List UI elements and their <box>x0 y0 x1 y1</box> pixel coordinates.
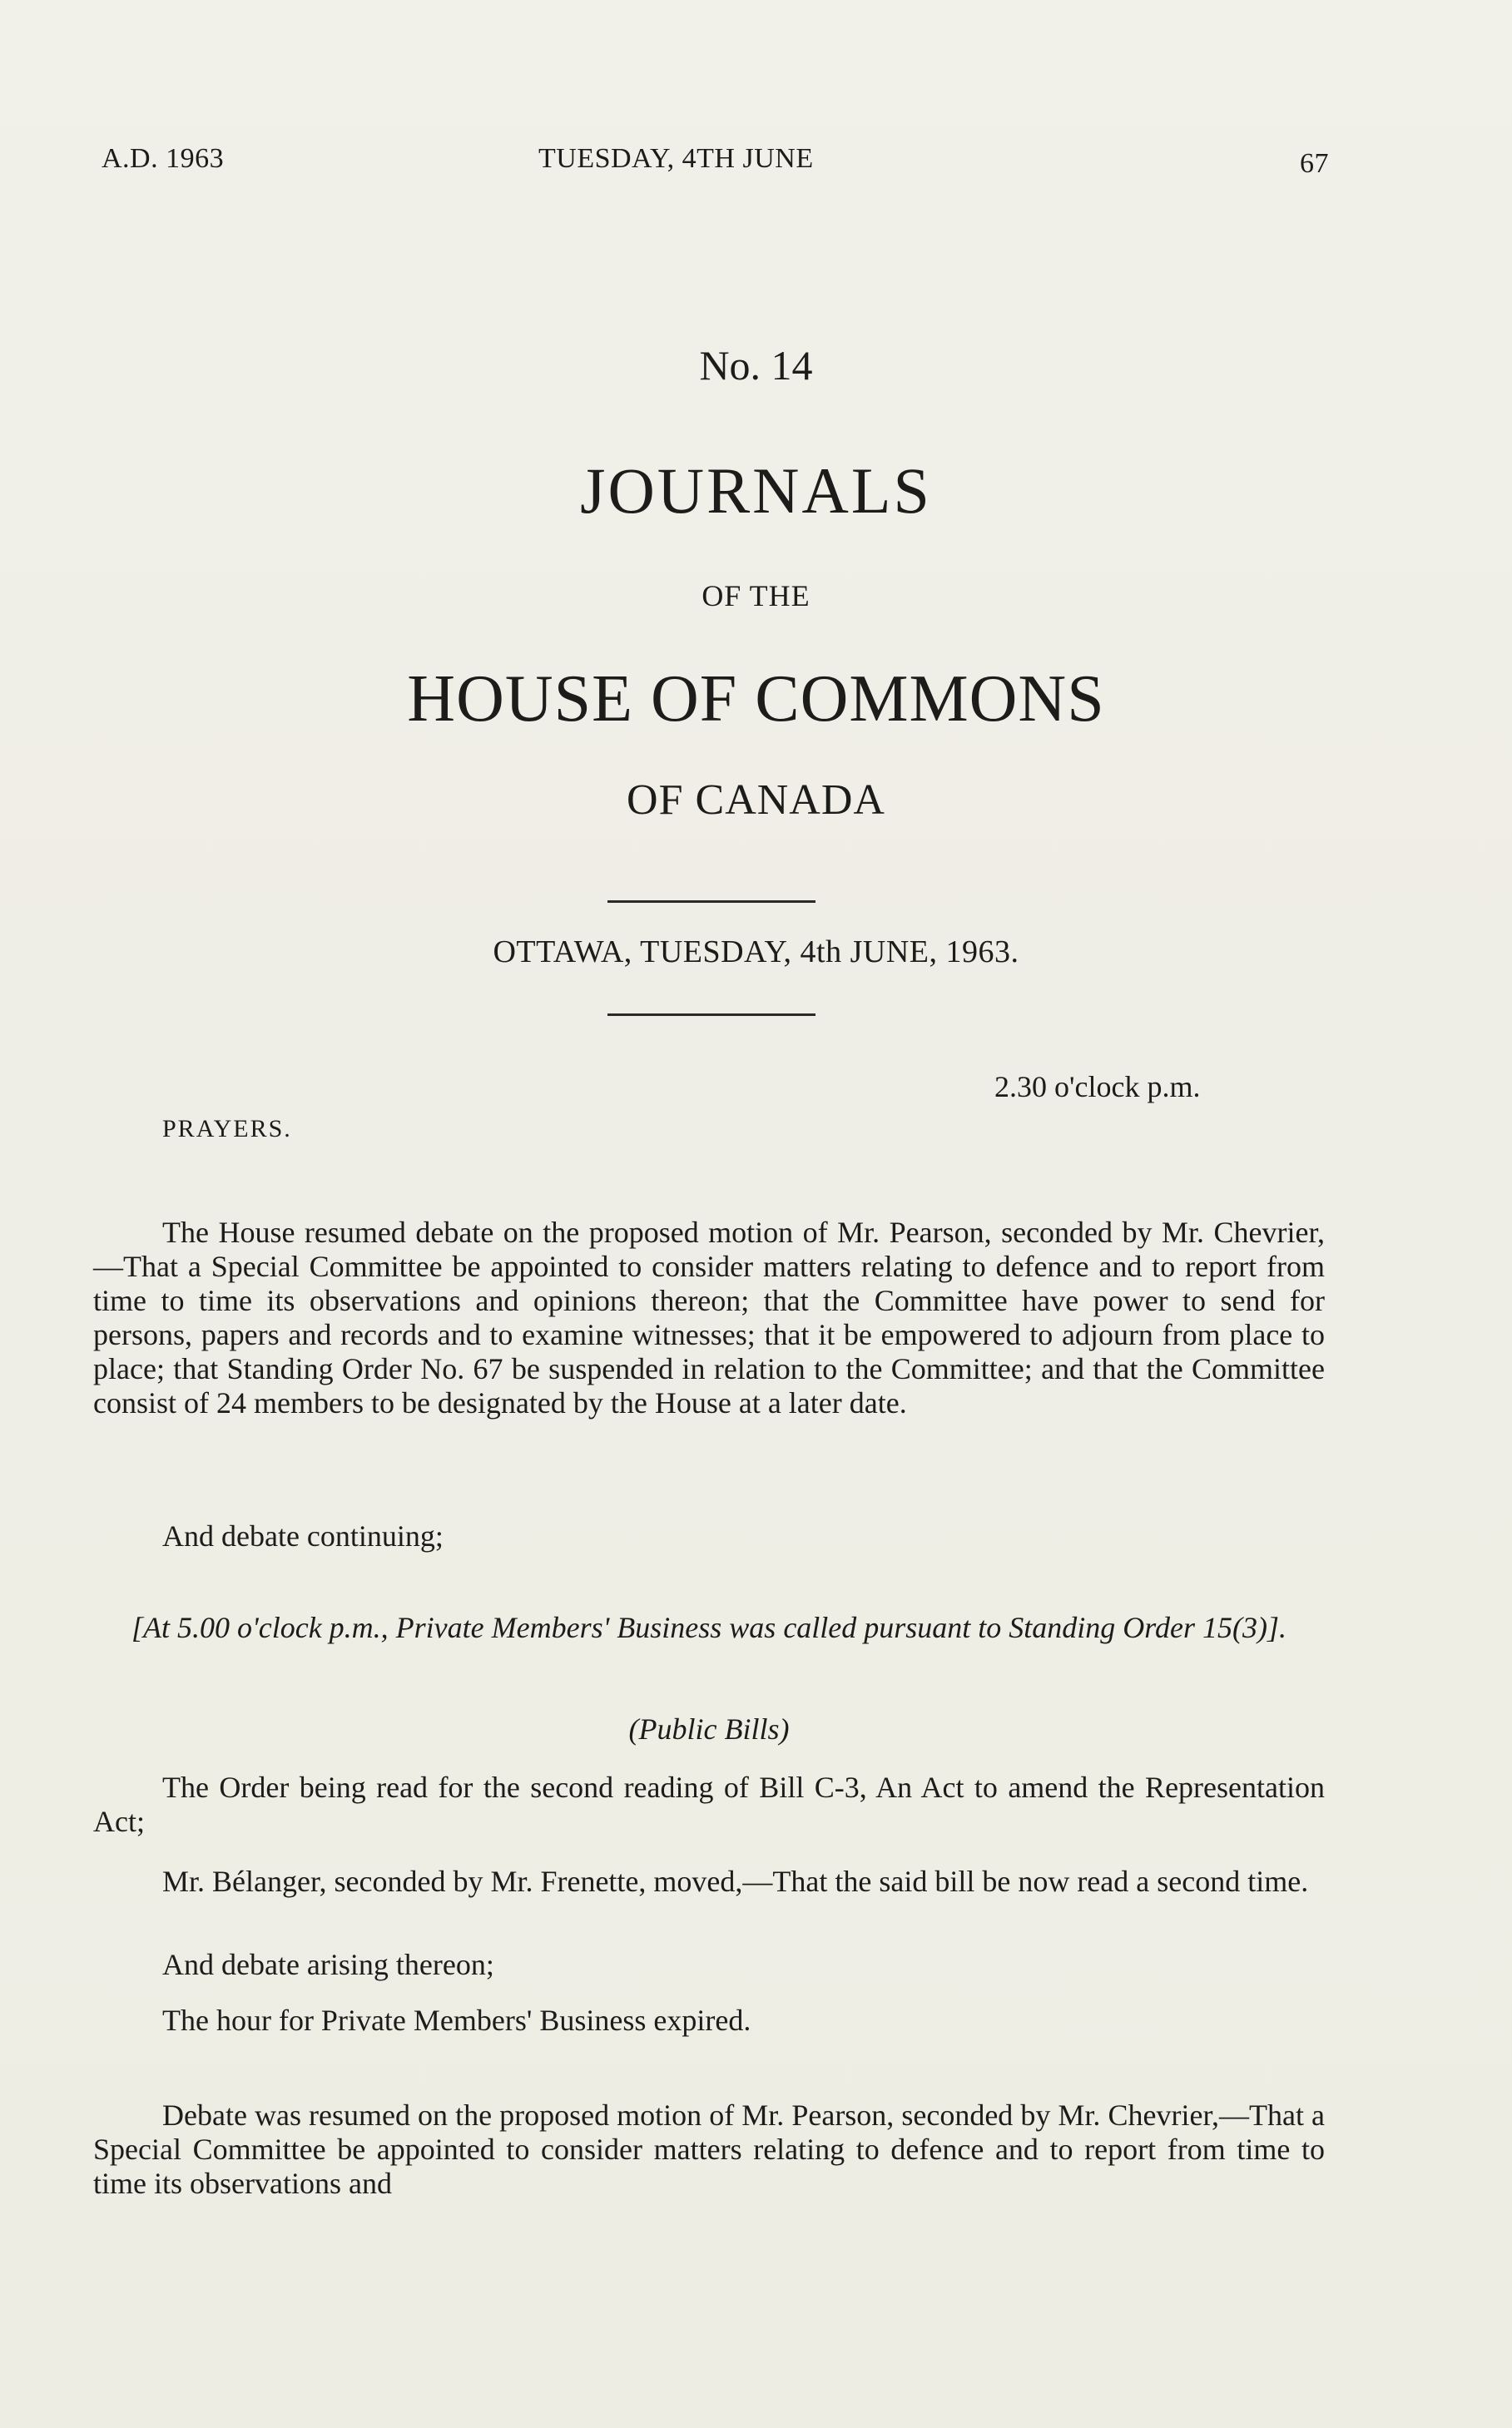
title-journals: JOURNALS <box>580 454 932 527</box>
paragraph-debate-resumed: Debate was resumed on the proposed motion of Mr. Pearson, seconded by Mr. Chevrier,—That a Special Committee be appointed to consider matters relating to defence and to report from time to time its observations and <box>93 2098 1325 2200</box>
section-public-bills: (Public Bills) <box>628 1712 790 1746</box>
paragraph-moved: Mr. Bélanger, seconded by Mr. Frenette, moved,—That the said bill be now read a second time. <box>162 1865 1309 1898</box>
issue-number: No. 14 <box>699 342 813 389</box>
title-of-the: OF THE <box>701 579 811 612</box>
page-number: 67 <box>1300 148 1329 179</box>
sitting-time: 2.30 o'clock p.m. <box>994 1070 1201 1103</box>
title-house-of-commons: HOUSE OF COMMONS <box>407 662 1105 736</box>
prayers-heading: PRAYERS. <box>162 1115 292 1142</box>
paragraph-hour-expired: The hour for Private Members' Business expired. <box>162 2004 751 2037</box>
paragraph-private-members-note: [At 5.00 o'clock p.m., Private Members' Business was called pursuant to Standing Order 15(3)]. <box>131 1611 1286 1644</box>
dateline: OTTAWA, TUESDAY, 4th JUNE, 1963. <box>493 934 1019 969</box>
paragraph-motion: The House resumed debate on the proposed motion of Mr. Pearson, seconded by Mr. Chevrier,—That a Special Committee be appointed to consider matters relating to defence and to report from time to time its observations and opinions thereon; that the Committee have power to send for persons, papers and records and to examine witnesses; that it be empowered to adjourn from place to place; that Standing Order No. 67 be suspended in relation to the Committee; and that the Committee consist of 24 members to be designated by the House at a later date. <box>93 1216 1325 1420</box>
paragraph-debate-arising: And debate arising thereon; <box>162 1948 494 1981</box>
running-header <box>0 143 1512 185</box>
paragraph-debate-continuing: And debate continuing; <box>162 1519 444 1553</box>
paragraph-order-read: The Order being read for the second reading of Bill C-3, An Act to amend the Representation Act; <box>93 1771 1325 1838</box>
divider-rule-top <box>607 900 815 903</box>
divider-rule-bottom <box>607 1013 815 1016</box>
title-of-canada: OF CANADA <box>627 776 885 824</box>
header-date: TUESDAY, 4TH JUNE <box>538 143 814 174</box>
header-year: A.D. 1963 <box>102 143 225 174</box>
